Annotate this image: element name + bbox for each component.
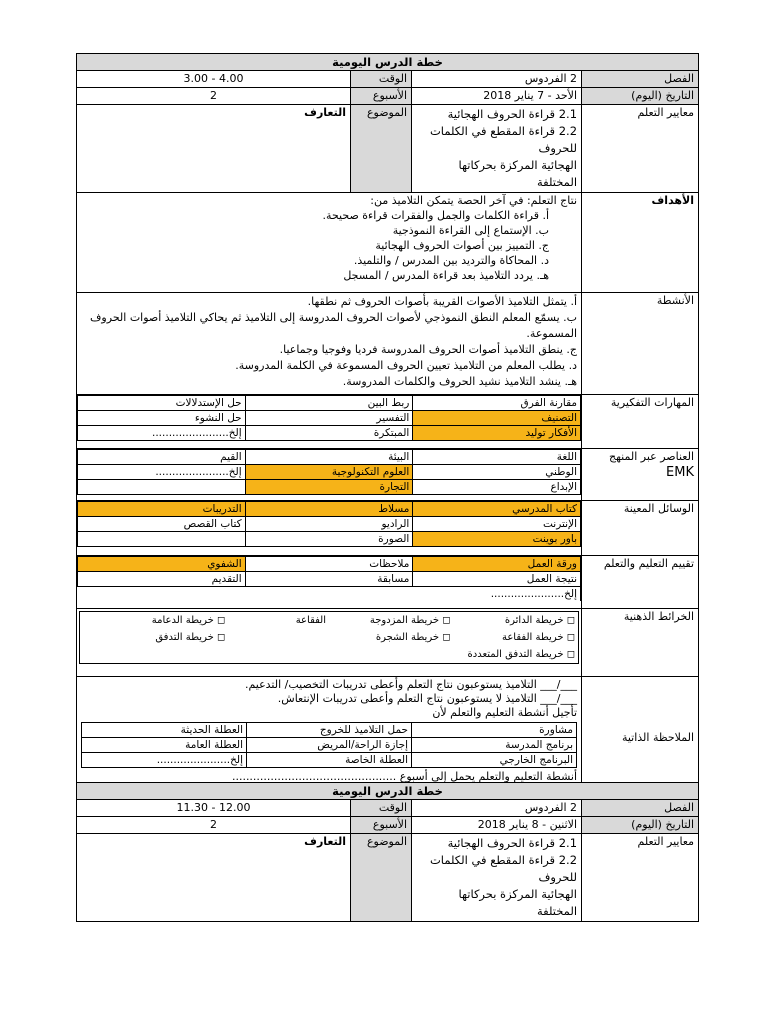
thinking-cell: حل الإستدلالات xyxy=(78,396,246,411)
cross-grid xyxy=(77,449,582,501)
maps-label: الخرائط الذهنية xyxy=(582,609,699,677)
class-value: 2 الفردوس xyxy=(412,71,582,88)
topic-value: التعارف xyxy=(77,105,351,193)
activities-label: الأنشطة xyxy=(582,293,699,395)
topic-label: الموضوع xyxy=(351,105,412,193)
map-option: خريطة الشجرة xyxy=(375,632,440,643)
standard-item: 2.2 قراءة المقطع في الكلمات للحروف xyxy=(429,853,578,884)
topic-value: التعارف xyxy=(77,834,351,922)
plan-title: خطة الدرس اليومية xyxy=(77,783,699,800)
week-value: 2 xyxy=(77,88,351,105)
objective-item: هـ. يردد التلاميذ بعد قراءة المدرس / المسجل xyxy=(343,269,550,282)
reason-cell: إلخ...................... xyxy=(82,753,247,768)
checkbox-icon[interactable]: ◻ xyxy=(566,632,576,643)
time-label: الوقت xyxy=(351,800,412,817)
reflection xyxy=(77,677,582,799)
time-value: 11.30 - 12.00 xyxy=(77,800,351,817)
activity-item: د. يطلب المعلم من التلاميذ تعيين الحروف المسموعة في الكلمة المدروسة. xyxy=(235,359,578,372)
checkbox-icon[interactable]: ◻ xyxy=(216,615,226,626)
aids-label: الوسائل المعينة xyxy=(582,501,699,556)
map-option: خريطة الدعامة xyxy=(151,615,214,626)
reason-cell: العطلة الحديثة xyxy=(82,723,247,738)
cross-cell: البيئة xyxy=(245,450,413,465)
cross-label-cell xyxy=(582,449,699,501)
checkbox-icon[interactable]: ◻ xyxy=(442,615,451,626)
reflection-footer: أنشطة التعليم والتعلم يحمل إلى أسبوع ............................................... xyxy=(231,770,578,783)
assessment-cell: الشفوي xyxy=(78,557,246,572)
cross-label-emk: EMK xyxy=(666,465,695,480)
standard-item: 2.1 قراءة الحروف الهجائية xyxy=(447,836,578,850)
time-value: 3.00 - 4.00 xyxy=(77,71,351,88)
map-option: خريطة الفقاعة xyxy=(501,632,564,643)
thinking-cell: المبتكرة xyxy=(245,426,413,441)
week-label: الأسبوع xyxy=(351,817,412,834)
date-label: التاريخ (اليوم) xyxy=(582,88,699,105)
thinking-cell: إلخ....................... xyxy=(78,426,246,441)
thinking-cell: ربط البين xyxy=(245,396,413,411)
activity-item: هـ. ينشد التلاميذ نشيد الحروف والكلمات المدروسة. xyxy=(342,375,578,388)
class-label: الفصل xyxy=(582,800,699,817)
assessment-cell: مسابقة xyxy=(245,572,413,587)
aids-cell xyxy=(78,532,246,547)
maps-area xyxy=(77,609,582,677)
objectives-label: الأهداف xyxy=(582,193,699,293)
aids-cell: كتاب المدرسي xyxy=(413,502,581,517)
cross-cell: التجارة xyxy=(245,480,413,495)
assessment-grid xyxy=(77,556,582,609)
aids-cell: باور بوينت xyxy=(413,532,581,547)
aids-cell: مسلاط xyxy=(245,502,413,517)
standard-item: 2.2 قراءة المقطع في الكلمات للحروف xyxy=(429,124,578,155)
objectives-intro: نتاج التعلم: في آخر الحصة يتمكن التلاميذ من: xyxy=(370,194,578,207)
reason-cell: برنامج المدرسة xyxy=(412,738,577,753)
reflection-line: ___/___ التلاميذ يستوعبون نتاج التعلم وأعطى تدريبات التخصيب/ التدعيم. xyxy=(244,678,578,691)
cross-cell: القيم xyxy=(78,450,246,465)
reason-cell: البرنامج الخارجي xyxy=(412,753,577,768)
map-option: الفقاعة xyxy=(295,615,327,626)
activity-item: ب. يسمّع المعلم النطق النموذجي لأصوات الحروف المدروسة إلى التلاميذ ثم يحاكي التلاميذ أصوات الحروف المسموعة. xyxy=(90,311,578,340)
lesson-plan-1 xyxy=(76,53,699,799)
activities xyxy=(77,293,582,395)
thinking-cell: التصنيف xyxy=(413,411,581,426)
standard-item: الهجائية المركزة بحركاتها المختلفة xyxy=(458,887,578,918)
objective-item: د. المحاكاة والترديد بين المدرس / والتلميذ. xyxy=(353,254,550,267)
standards xyxy=(412,834,582,922)
aids-cell: الإنترنت xyxy=(413,517,581,532)
standard-label: معايير التعلم xyxy=(582,834,699,922)
plan-title: خطة الدرس اليومية xyxy=(77,54,699,71)
cross-cell: إلخ...................... xyxy=(78,465,246,480)
date-value: الاثنين - 8 يناير 2018 xyxy=(412,817,582,834)
thinking-grid xyxy=(77,395,582,449)
reason-cell: حمل التلاميذ للخروج xyxy=(247,723,412,738)
reason-cell: مشاورة xyxy=(412,723,577,738)
lesson-plan-2 xyxy=(76,782,699,922)
assessment-label: تقييم التعليم والتعلم xyxy=(582,556,699,609)
objective-item: ب. الإستماع إلى القراءة النموذجية xyxy=(392,224,550,237)
map-option: خريطة الدائرة xyxy=(504,615,564,626)
reflection-label: الملاحظة الذاتية xyxy=(582,677,699,799)
reflection-line: ___/___ التلاميذ لا يستوعبون نتاج التعلم وأعطى تدريبات الإنتعاش. xyxy=(277,692,578,705)
assessment-cell: نتيجة العمل xyxy=(413,572,581,587)
aids-grid xyxy=(77,501,582,556)
assessment-cell: التقديم xyxy=(78,572,246,587)
map-option: خريطة التدفق المتعددة xyxy=(467,649,564,660)
activity-item: أ. يتمثل التلاميذ الأصوات القريبة بأصوات الحروف ثم نطقها. xyxy=(307,295,578,308)
aids-cell: كتاب القصص xyxy=(78,517,246,532)
activity-item: ج. ينطق التلاميذ أصوات الحروف المدروسة فرديا وفوجيا وجماعيا. xyxy=(279,343,578,356)
cross-cell: الإبداع xyxy=(413,480,581,495)
map-option: خريطة التدفق xyxy=(155,632,214,643)
objectives xyxy=(77,193,582,293)
thinking-cell: التفسير xyxy=(245,411,413,426)
cross-label: العناصر عبر المنهج xyxy=(609,450,695,463)
checkbox-icon[interactable]: ◻ xyxy=(442,632,451,643)
cross-cell xyxy=(78,480,246,495)
class-value: 2 الفردوس xyxy=(412,800,582,817)
class-label: الفصل xyxy=(582,71,699,88)
map-option: خريطة المزدوجة xyxy=(369,615,440,626)
objective-item: أ. قراءة الكلمات والجمل والفقرات قراءة صحيحة. xyxy=(322,209,550,222)
cross-cell: اللغة xyxy=(413,450,581,465)
reason-cell: العطلة العامة xyxy=(82,738,247,753)
standard-item: 2.1 قراءة الحروف الهجائية xyxy=(447,107,578,121)
aids-cell: الصورة xyxy=(245,532,413,547)
thinking-label: المهارات التفكيرية xyxy=(582,395,699,449)
assessment-cell: ورقة العمل xyxy=(413,557,581,572)
date-value: الأحد - 7 يناير 2018 xyxy=(412,88,582,105)
cross-cell: الوطني xyxy=(413,465,581,480)
reflection-line: تأجيل أنشطة التعليم والتعلم لأن xyxy=(432,706,578,719)
cross-cell: العلوم التكنولوجية xyxy=(245,465,413,480)
checkbox-icon[interactable]: ◻ xyxy=(566,649,576,660)
aids-cell: التدريبات xyxy=(78,502,246,517)
week-label: الأسبوع xyxy=(351,88,412,105)
assessment-cell: ملاحظات xyxy=(245,557,413,572)
standard-item: الهجائية المركزة بحركاتها المختلفة xyxy=(458,158,578,189)
standard-label: معايير التعلم xyxy=(582,105,699,193)
aids-cell: الراديو xyxy=(245,517,413,532)
thinking-cell: حل النشوء xyxy=(78,411,246,426)
assessment-etc: إلخ...................... xyxy=(78,587,581,602)
checkbox-icon[interactable]: ◻ xyxy=(566,615,576,626)
date-label: التاريخ (اليوم) xyxy=(582,817,699,834)
objective-item: ج. التمييز بين أصوات الحروف الهجائية xyxy=(375,239,550,252)
reason-cell: العطلة الخاصة xyxy=(247,753,412,768)
time-label: الوقت xyxy=(351,71,412,88)
reason-cell: إجازة الراحة/المريض xyxy=(247,738,412,753)
checkbox-icon[interactable]: ◻ xyxy=(216,632,226,643)
topic-label: الموضوع xyxy=(351,834,412,922)
thinking-cell: مقارنة الفرق xyxy=(413,396,581,411)
thinking-cell: الأفكار توليد xyxy=(413,426,581,441)
week-value: 2 xyxy=(77,817,351,834)
standards xyxy=(412,105,582,193)
